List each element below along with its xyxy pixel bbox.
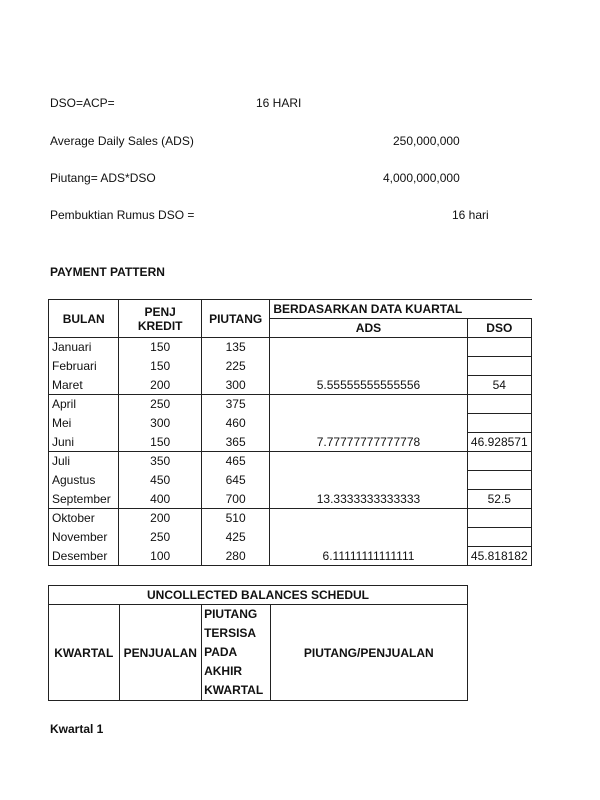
cell-bulan: November — [49, 528, 119, 547]
cell-ads: 7.77777777777778 — [270, 433, 467, 452]
table-row — [49, 414, 532, 433]
cell-bulan: Desember — [49, 547, 119, 566]
cell-piutang: 460 — [201, 414, 269, 433]
cell-dso — [467, 528, 531, 547]
cell-ads — [270, 338, 467, 357]
cell-piutang: 465 — [201, 452, 269, 471]
cell-bulan: September — [49, 490, 119, 509]
cell-penj-kredit: 300 — [119, 414, 202, 433]
cell-dso: 52.5 — [467, 490, 531, 509]
cell-bulan: Februari — [49, 357, 119, 376]
cell-piutang: 300 — [201, 376, 269, 395]
table-row — [49, 395, 532, 414]
cell-penj-kredit: 350 — [119, 452, 202, 471]
cell-ads: 13.3333333333333 — [270, 490, 467, 509]
ads-value: 250,000,000 — [393, 134, 460, 148]
table-row — [49, 509, 532, 528]
table-row — [49, 471, 532, 490]
cell-bulan: Januari — [49, 338, 119, 357]
cell-ads — [270, 395, 467, 414]
cell-piutang: 225 — [201, 357, 269, 376]
table-row — [49, 547, 532, 566]
cell-bulan: Agustus — [49, 471, 119, 490]
cell-penj-kredit: 450 — [119, 471, 202, 490]
cell-dso — [467, 338, 531, 357]
table-row — [49, 433, 532, 452]
table-row — [49, 528, 532, 547]
uncollected-balances-table — [48, 585, 468, 701]
cell-ads — [270, 471, 467, 490]
cell-ads — [270, 414, 467, 433]
header-piutang-penjualan: PIUTANG/PENJUALAN — [270, 605, 467, 701]
cell-dso — [467, 395, 531, 414]
uncollected-title: UNCOLLECTED BALANCES SCHEDUL — [49, 586, 468, 605]
piutang-value: 4,000,000,000 — [383, 171, 460, 185]
cell-penj-kredit: 200 — [119, 509, 202, 528]
header-penj-kredit: PENJ KREDIT — [119, 300, 202, 338]
cell-bulan: Mei — [49, 414, 119, 433]
cell-piutang: 280 — [201, 547, 269, 566]
cell-piutang: 425 — [201, 528, 269, 547]
payment-pattern-table — [48, 299, 532, 566]
cell-penj-kredit: 100 — [119, 547, 202, 566]
kwartal-1-label: Kwartal 1 — [50, 722, 104, 736]
header-kwartal: KWARTAL — [49, 605, 120, 701]
header-kuartal: BERDASARKAN DATA KUARTAL — [270, 300, 532, 319]
cell-penj-kredit: 150 — [119, 338, 202, 357]
header-dso: DSO — [467, 319, 531, 338]
cell-ads — [270, 509, 467, 528]
cell-penj-kredit: 150 — [119, 433, 202, 452]
table-row — [49, 376, 532, 395]
cell-ads — [270, 528, 467, 547]
cell-bulan: Maret — [49, 376, 119, 395]
cell-dso — [467, 452, 531, 471]
cell-dso — [467, 471, 531, 490]
ads-label: Average Daily Sales (ADS) — [50, 134, 194, 148]
cell-penj-kredit: 200 — [119, 376, 202, 395]
cell-bulan: Juli — [49, 452, 119, 471]
cell-ads: 5.55555555555556 — [270, 376, 467, 395]
cell-bulan: Juni — [49, 433, 119, 452]
cell-piutang: 510 — [201, 509, 269, 528]
bukti-value: 16 hari — [452, 208, 489, 222]
header-bulan: BULAN — [49, 300, 119, 338]
header-piutang: PIUTANG — [201, 300, 269, 338]
cell-dso: 46.928571 — [467, 433, 531, 452]
cell-dso — [467, 357, 531, 376]
cell-dso: 45.818182 — [467, 547, 531, 566]
dso-value: 16 HARI — [256, 96, 302, 110]
cell-piutang: 365 — [201, 433, 269, 452]
table-row — [49, 490, 532, 509]
cell-penj-kredit: 250 — [119, 395, 202, 414]
header-penjualan: PENJUALAN — [119, 605, 202, 701]
cell-ads — [270, 452, 467, 471]
cell-bulan: Oktober — [49, 509, 119, 528]
table-row — [49, 357, 532, 376]
piutang-label: Piutang= ADS*DSO — [50, 171, 156, 185]
table-row — [49, 338, 532, 357]
cell-penj-kredit: 400 — [119, 490, 202, 509]
cell-piutang: 135 — [201, 338, 269, 357]
cell-penj-kredit: 250 — [119, 528, 202, 547]
cell-ads: 6.11111111111111 — [270, 547, 467, 566]
header-ads: ADS — [270, 319, 467, 338]
table-header-row — [49, 300, 532, 319]
header-piutang-tersisa: PIUTANG TERSISA PADA AKHIR KWARTAL — [202, 605, 270, 701]
cell-dso: 54 — [467, 376, 531, 395]
cell-bulan: April — [49, 395, 119, 414]
cell-piutang: 645 — [201, 471, 269, 490]
cell-piutang: 700 — [201, 490, 269, 509]
cell-ads — [270, 357, 467, 376]
dso-label: DSO=ACP= — [50, 96, 115, 110]
cell-piutang: 375 — [201, 395, 269, 414]
bukti-label: Pembuktian Rumus DSO = — [50, 208, 195, 222]
cell-penj-kredit: 150 — [119, 357, 202, 376]
cell-dso — [467, 509, 531, 528]
cell-dso — [467, 414, 531, 433]
payment-pattern-title: PAYMENT PATTERN — [50, 265, 165, 279]
table-row — [49, 452, 532, 471]
